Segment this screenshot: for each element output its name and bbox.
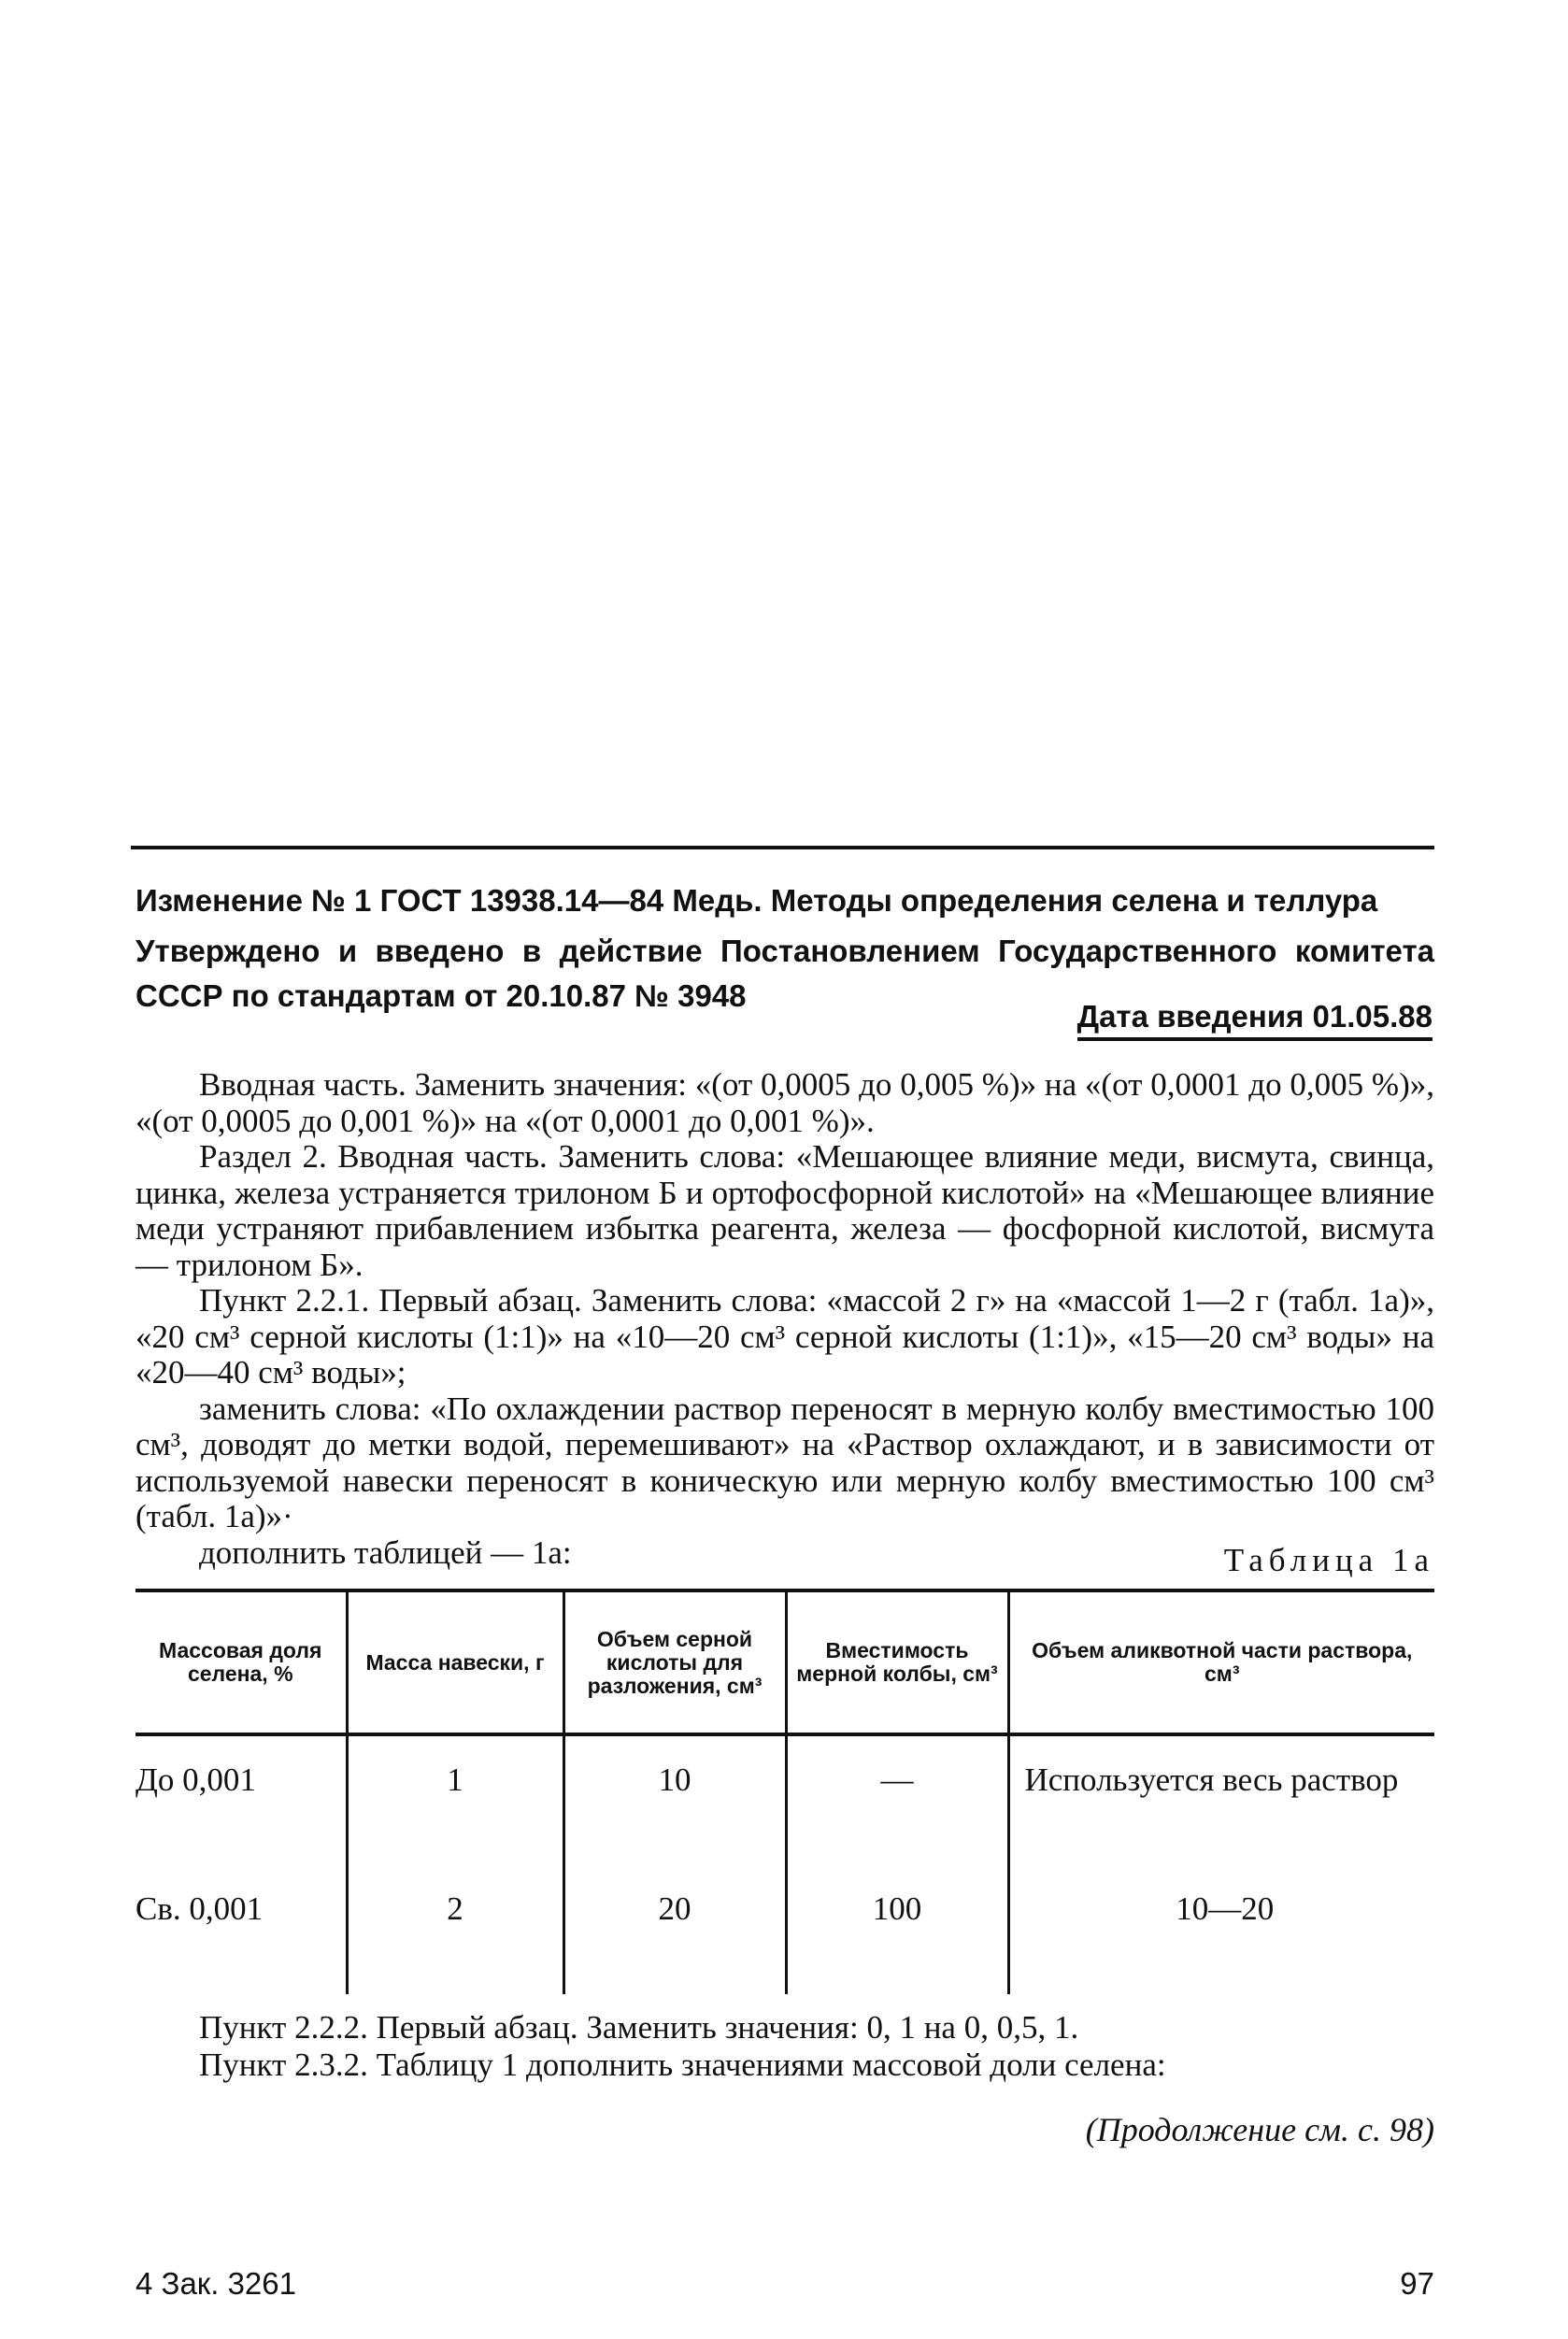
cell-selenium-fraction: До 0,001 [135,1761,256,1798]
post-table-text [135,2009,1434,2084]
table-header-row [135,1590,1434,1734]
cell-sample-mass: 1 [347,1734,563,1865]
paragraph: Раздел 2. Вводная часть. Заменить слова: «Мешающее влияние меди, висмута, свинца, цинка, железа устраняется трилоном Б и ортофосфорной кислотой» на «Мешающее влияние меди устраняют прибавлением избытка реагента, железа — фосфорной кислотой, висмута — трилоном Б». [135,1138,1434,1283]
paragraph: Вводная часть. Заменить значения: «(от 0,0005 до 0,005 %)» на «(от 0,0001 до 0,005 %)», «(от 0,0005 до 0,001 %)» на «(от 0,0001 до 0,001 %)». [135,1066,1434,1139]
table-caption: Таблица 1а [1223,1542,1434,1578]
header-aliquot-volume: Объем аликвотной части раствора, см³ [1008,1590,1434,1734]
table-row [135,1734,1434,1865]
cell-acid-volume: 10 [563,1734,786,1865]
paragraph: Пункт 2.3.2. Таблицу 1 дополнить значениями массовой доли селена: [199,2047,1166,2083]
paragraph: Пункт 2.2.2. Первый абзац. Заменить значения: 0, 1 на 0, 0,5, 1. [199,2009,1079,2046]
cell-flask-capacity: 100 [786,1865,1008,1994]
cell-sample-mass: 2 [347,1865,563,1994]
paragraph: заменить слова: «По охлаждении раствор переносят в мерную колбу вместимостью 100 см³, доводят до метки водой, перемешивают» на «Раствор охлаждают, и в зависимости от используемой навески переносят в коническую или мерную колбу вместимостью 100 см³ (табл. 1а)»· [135,1390,1434,1534]
cell-selenium-fraction: Св. 0,001 [135,1890,264,1927]
header-sample-mass: Масса навески, г [347,1590,563,1734]
header-acid-volume: Объем серной кислоты для разложения, см³ [563,1590,786,1734]
header-flask-capacity: Вместимость мерной колбы, см³ [786,1590,1008,1734]
approval-statement: Утверждено и введено в действие Постановлением Государственного комитета СССР по стандартам от 20.10.87 № 3948 [135,934,1434,1013]
cell-acid-volume: 20 [563,1865,786,1994]
cell-flask-capacity: — [786,1734,1008,1865]
selenium-table [135,1589,1434,1994]
cell-aliquot-volume: 10—20 [1008,1865,1434,1994]
continuation-note: (Продолжение см. с. 98) [1085,2111,1434,2148]
amendment-title: Изменение № 1 ГОСТ 13938.14—84 Медь. Методы определения селена и теллура [135,883,1378,918]
effective-date: Дата введения 01.05.88 [1077,996,1433,1041]
page-number: 97 [1400,2266,1434,2301]
cell-aliquot-volume: Используется весь раствор [1008,1734,1434,1865]
top-divider [131,846,1434,849]
table-row [135,1865,1434,1994]
amendment-body [135,1067,1434,1571]
paragraph: Пункт 2.2.1. Первый абзац. Заменить слова: «массой 2 г» на «массой 1—2 г (табл. 1а)», «20 см³ серной кислоты (1:1)» на «10—20 см³ серной кислоты (1:1)», «15—20 см³ воды» на «20—40 см³ воды»; [135,1282,1434,1391]
order-number: 4 Зак. 3261 [135,2266,296,2301]
paragraph: дополнить таблицей — 1а: [199,1533,572,1571]
header-selenium-fraction: Массовая доля селена, % [159,1638,322,1686]
